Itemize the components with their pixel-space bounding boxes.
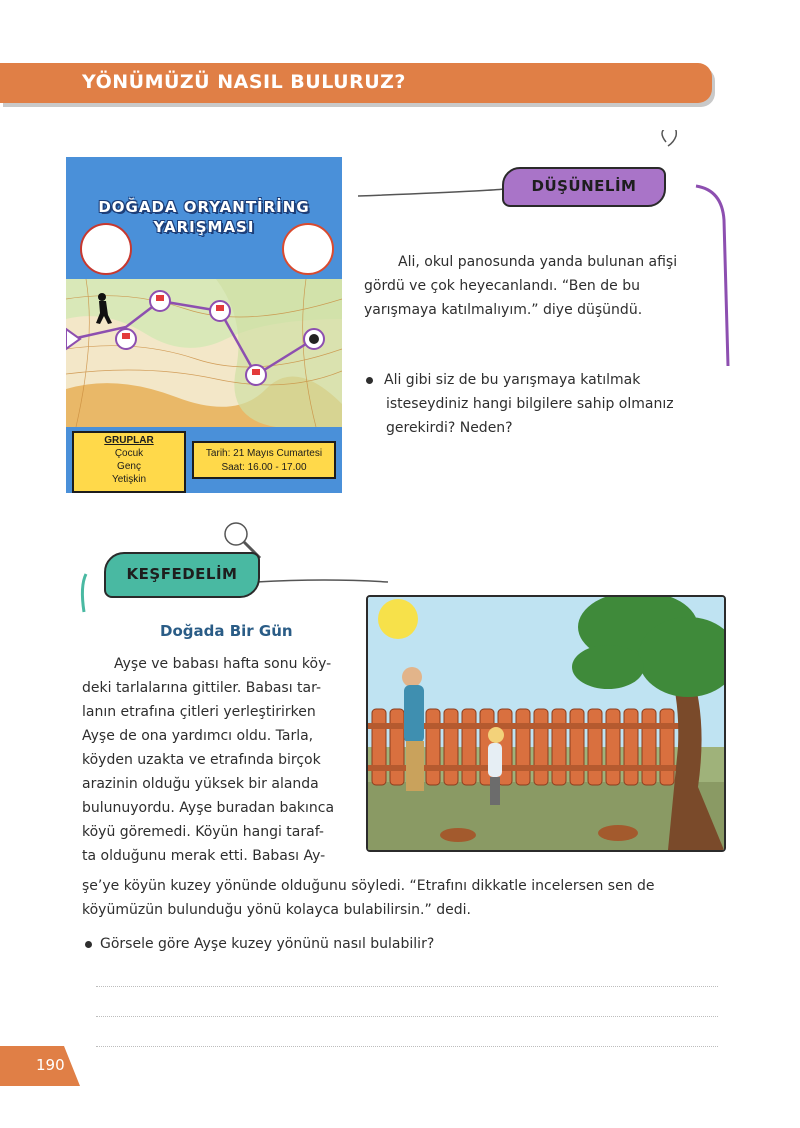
question-line: Ali gibi siz de bu yarışmaya katılmak xyxy=(384,372,641,388)
ministry-logo-icon xyxy=(80,223,132,275)
story-line: köyden uzakta ve etrafında birçok xyxy=(82,752,321,768)
paragraph-line: gördü ve çok heyecanlandı. “Ben de bu xyxy=(364,278,640,294)
poster-title-line: YARIŞMASI xyxy=(153,218,255,236)
date-time-box xyxy=(192,441,336,479)
groups-heading: GRUPLAR xyxy=(104,435,154,446)
bullet-icon xyxy=(85,941,92,948)
story-line: Ayşe ve babası hafta sonu köy- xyxy=(114,656,332,672)
answer-line[interactable] xyxy=(96,1016,718,1017)
orienteering-map xyxy=(66,279,342,427)
story-line: bulunuyordu. Ayşe buradan bakınca xyxy=(82,800,335,816)
page-number: 190 xyxy=(36,1056,65,1074)
answer-line[interactable] xyxy=(96,986,718,987)
story-illustration xyxy=(366,595,726,852)
story-text xyxy=(82,652,364,868)
story-line: arazinin olduğu yüksek bir alanda xyxy=(82,776,319,792)
story-line: ta olduğunu merak etti. Babası Ay- xyxy=(82,848,326,864)
group-item: Çocuk xyxy=(114,448,144,459)
story-line: lanın etrafına çitleri yerleştirirken xyxy=(82,704,316,720)
question-line: isteseydiniz hangi bilgilere sahip olmanız xyxy=(386,396,674,412)
story-line: deki tarlalarına gittiler. Babası tar- xyxy=(82,680,322,696)
paragraph-line: yarışmaya katılmalıyım.” diye düşündü. xyxy=(364,302,643,318)
kesfedelim-badge: KEŞFEDELİM xyxy=(104,552,260,598)
poster-title-line: DOĞADA ORYANTİRİNG xyxy=(98,198,310,216)
story-title: Doğada Bir Gün xyxy=(160,622,293,640)
question-line: gerekirdi? Neden? xyxy=(386,420,513,436)
kesfedelim-question: Görsele göre Ayşe kuzey yönünü nasıl bulabilir? xyxy=(100,936,435,952)
story-line: Ayşe de ona yardımcı oldu. Tarla, xyxy=(82,728,314,744)
page-title: YÖNÜMÜZÜ NASIL BULURUZ? xyxy=(82,71,406,93)
event-date: Tarih: 21 Mayıs Cumartesi xyxy=(205,448,323,459)
groups-box xyxy=(72,431,186,493)
orienteering-federation-logo-icon xyxy=(282,223,334,275)
group-item: Genç xyxy=(117,461,141,472)
event-time: Saat: 16.00 - 17.00 xyxy=(221,462,307,473)
orienteering-poster xyxy=(66,157,342,493)
story-line: köyümüzün bulunduğu yönü kolayca bulabilirsin.” dedi. xyxy=(82,902,471,918)
dusunelim-badge: DÜŞÜNELİM xyxy=(502,167,666,207)
paragraph-line: Ali, okul panosunda yanda bulunan afişi xyxy=(398,254,678,270)
story-line: köyü göremedi. Köyün hangi taraf- xyxy=(82,824,324,840)
dusunelim-paragraph xyxy=(364,250,704,322)
answer-line[interactable] xyxy=(96,1046,718,1047)
dusunelim-question xyxy=(366,368,706,440)
story-line: şe’ye köyün kuzey yönünde olduğunu söyledi. “Etrafını dikkatle incelersen sen de xyxy=(82,878,655,894)
group-item: Yetişkin xyxy=(111,474,147,485)
story-text-continued xyxy=(82,874,722,922)
